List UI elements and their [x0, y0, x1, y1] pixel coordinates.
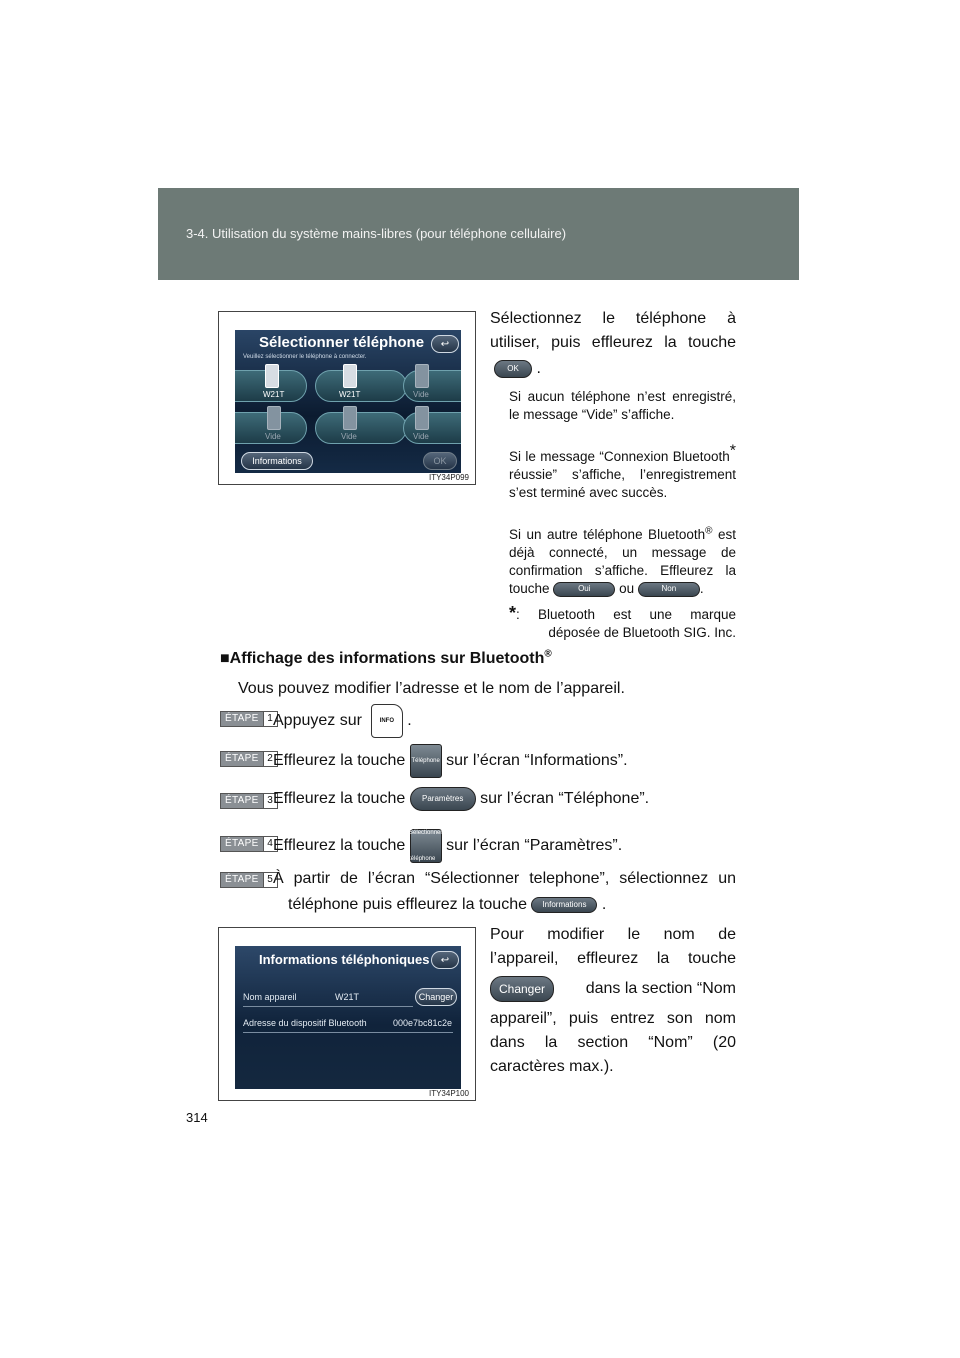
step-badge-3 [220, 793, 278, 809]
step-5-after: . [601, 896, 607, 913]
phone-slot-2[interactable] [315, 370, 407, 402]
back-arrow-icon: ↩ [440, 338, 450, 350]
final-line-3 [490, 976, 736, 1002]
ok-inline-button: OK [494, 360, 532, 378]
registered-mark: ® [544, 648, 552, 660]
device-name-label: Nom appareil [243, 992, 297, 1002]
info-key-icon: INFO [371, 704, 403, 738]
select-phone-screen [235, 330, 461, 473]
footnote-line-2 [524, 624, 736, 642]
changer-inline-button: Changer [490, 976, 554, 1002]
non-inline-button: Non [638, 582, 700, 597]
row-divider [243, 1006, 413, 1007]
informations-button[interactable]: Informations [241, 452, 313, 470]
final-line-1-text: Pour modifier le nom de [490, 926, 736, 943]
step-badge-4 [220, 836, 278, 852]
intro-line-2-text: utiliser, puis effleurez la touche [490, 334, 736, 351]
phone-slot-name: Vide [341, 432, 357, 441]
figure-code: ITY34P100 [428, 1089, 469, 1098]
phone-icon [267, 406, 281, 430]
step-badge-label: ÉTAPE [221, 752, 263, 766]
bluetooth-address-label: Adresse du dispositif Bluetooth [243, 1018, 367, 1028]
final-line-4 [490, 1006, 736, 1032]
step-2-after: sur l’écran “Informations”. [446, 752, 628, 770]
step-5-line-2 [288, 892, 606, 918]
note-connected-b: réussie” s’affiche, l’enregistrement s’est terminé avec succès. [509, 467, 736, 500]
note-end: . [699, 581, 704, 596]
step-4-before: Effleurez la touche [273, 837, 406, 855]
step-badge-number: 3 [263, 794, 277, 808]
ok-button[interactable]: OK [423, 452, 457, 470]
note-empty [509, 388, 736, 424]
screen-title: Informations téléphoniques [259, 952, 430, 967]
step-badge-5 [220, 872, 278, 888]
footnote-a: : Bluetooth est une marque [516, 607, 736, 622]
bluetooth-address-value: 000e7bc81c2e [393, 1018, 453, 1028]
final-line-3-text: dans la section “Nom [585, 980, 736, 997]
step-badge-label: ÉTAPE [221, 873, 263, 887]
parametres-inline-button: Paramètres [410, 787, 476, 811]
phone-slot-name: W21T [263, 390, 285, 399]
phone-slot-name: Vide [413, 390, 429, 399]
note-other-b: est déjà connecté, un message de confirmation s’affiche. Effleurez la touche [509, 527, 736, 596]
section-title: Affichage des informations sur Bluetooth [229, 650, 545, 667]
step-badge-number: 2 [263, 752, 277, 766]
final-line-2-text: l’appareil, effleurez la touche [490, 950, 736, 967]
final-line-5-text: dans la section “Nom” (20 [490, 1034, 736, 1051]
step-badge-label: ÉTAPE [221, 794, 263, 808]
step-badge-2 [220, 751, 278, 767]
phone-icon [265, 364, 279, 388]
step-1-after: . [407, 712, 412, 730]
phone-slot-3[interactable] [403, 370, 461, 402]
final-line-1 [490, 922, 736, 948]
step-badge-number: 1 [263, 712, 277, 726]
footnote-star: * [509, 603, 517, 623]
step-badge-number: 4 [263, 837, 277, 851]
section-marker: ■ [220, 650, 230, 667]
phone-slot-name: W21T [339, 390, 361, 399]
changer-button[interactable]: Changer [415, 988, 457, 1006]
phone-icon [415, 364, 429, 388]
device-name-value: W21T [335, 992, 360, 1002]
final-line-5 [490, 1030, 736, 1056]
final-line-2 [490, 946, 736, 972]
informations-inline-button: Informations [531, 897, 597, 913]
intro-line-1 [490, 306, 736, 332]
page-number: 314 [186, 1110, 208, 1125]
intro-line-3 [494, 356, 541, 382]
step-3-before: Effleurez la touche [273, 790, 406, 807]
intro-line-1-text: Sélectionnez le téléphone à [490, 310, 736, 327]
phone-info-screen [235, 946, 461, 1089]
select-phone-icon [410, 829, 442, 863]
telephone-icon [410, 744, 442, 778]
step-badge-label: ÉTAPE [221, 837, 263, 851]
figure-select-phone [218, 311, 476, 485]
step-2-text [273, 744, 628, 778]
step-4-after: sur l’écran “Paramètres”. [446, 837, 623, 855]
footnote-b: déposée de Bluetooth SIG. Inc. [548, 625, 736, 640]
final-line-6-text: caractères max.). [490, 1058, 614, 1075]
step-badge-1 [220, 711, 278, 727]
select-phone-icon-label: Sélectionner téléphone [409, 830, 443, 862]
note-connected [509, 442, 736, 502]
step-5-line-1 [273, 866, 736, 892]
final-line-4-text: appareil”, puis entrez son nom [490, 1010, 736, 1027]
section-intro-text: Vous pouvez modifier l’adresse et le nom de l’appareil. [238, 680, 625, 697]
back-button[interactable] [431, 951, 459, 969]
figure-phone-info [218, 927, 476, 1101]
step-4-text [273, 829, 622, 863]
row-divider [243, 1032, 453, 1033]
note-connected-a: Si le message “Connexion Bluetooth [509, 449, 730, 464]
phone-slot-5[interactable] [315, 412, 407, 444]
step-badge-label: ÉTAPE [221, 712, 263, 726]
oui-inline-button: Oui [553, 582, 615, 597]
step-3-after: sur l’écran “Téléphone”. [480, 790, 650, 807]
section-intro [238, 676, 625, 702]
phone-slot-name: Vide [265, 432, 281, 441]
step-5-line-1-text: À partir de l’écran “Sélectionner telephone”, sélectionnez un [273, 870, 736, 887]
phone-icon [415, 406, 429, 430]
final-line-6 [490, 1054, 736, 1080]
back-arrow-icon: ↩ [440, 954, 450, 966]
note-other-a: Si un autre téléphone Bluetooth [509, 527, 706, 542]
footnote [509, 604, 736, 624]
note-other-phone [509, 526, 736, 598]
phone-icon [343, 364, 357, 388]
step-3-text [273, 786, 649, 812]
intro-line-2 [490, 330, 736, 356]
phone-slot-6[interactable] [403, 412, 461, 444]
phone-icon [343, 406, 357, 430]
telephone-icon-label: Téléphone [411, 758, 440, 764]
step-2-before: Effleurez la touche [273, 752, 406, 770]
step-5-line-2-text: téléphone puis effleurez la touche [288, 896, 527, 913]
asterisk-mark: * [729, 442, 736, 460]
registered-mark: ® [705, 525, 713, 537]
screen-subtitle: Veuillez sélectionner le téléphone à connecter. [243, 354, 367, 360]
step-1-text [273, 704, 412, 738]
step-1-before: Appuyez sur [273, 712, 362, 730]
step-badge-number: 5 [263, 873, 277, 887]
chapter-header-title: 3-4. Utilisation du système mains-libres (pour téléphone cellulaire) [186, 226, 567, 241]
section-heading [220, 650, 552, 668]
phone-slot-name: Vide [413, 432, 429, 441]
back-button[interactable] [431, 335, 459, 353]
note-empty-text: Si aucun téléphone n’est enregistré, le message “Vide” s’affiche. [509, 389, 736, 422]
screen-title: Sélectionner téléphone [259, 334, 425, 351]
note-or: ou [619, 581, 635, 596]
figure-code: ITY34P099 [428, 473, 469, 482]
intro-period: . [536, 360, 541, 377]
